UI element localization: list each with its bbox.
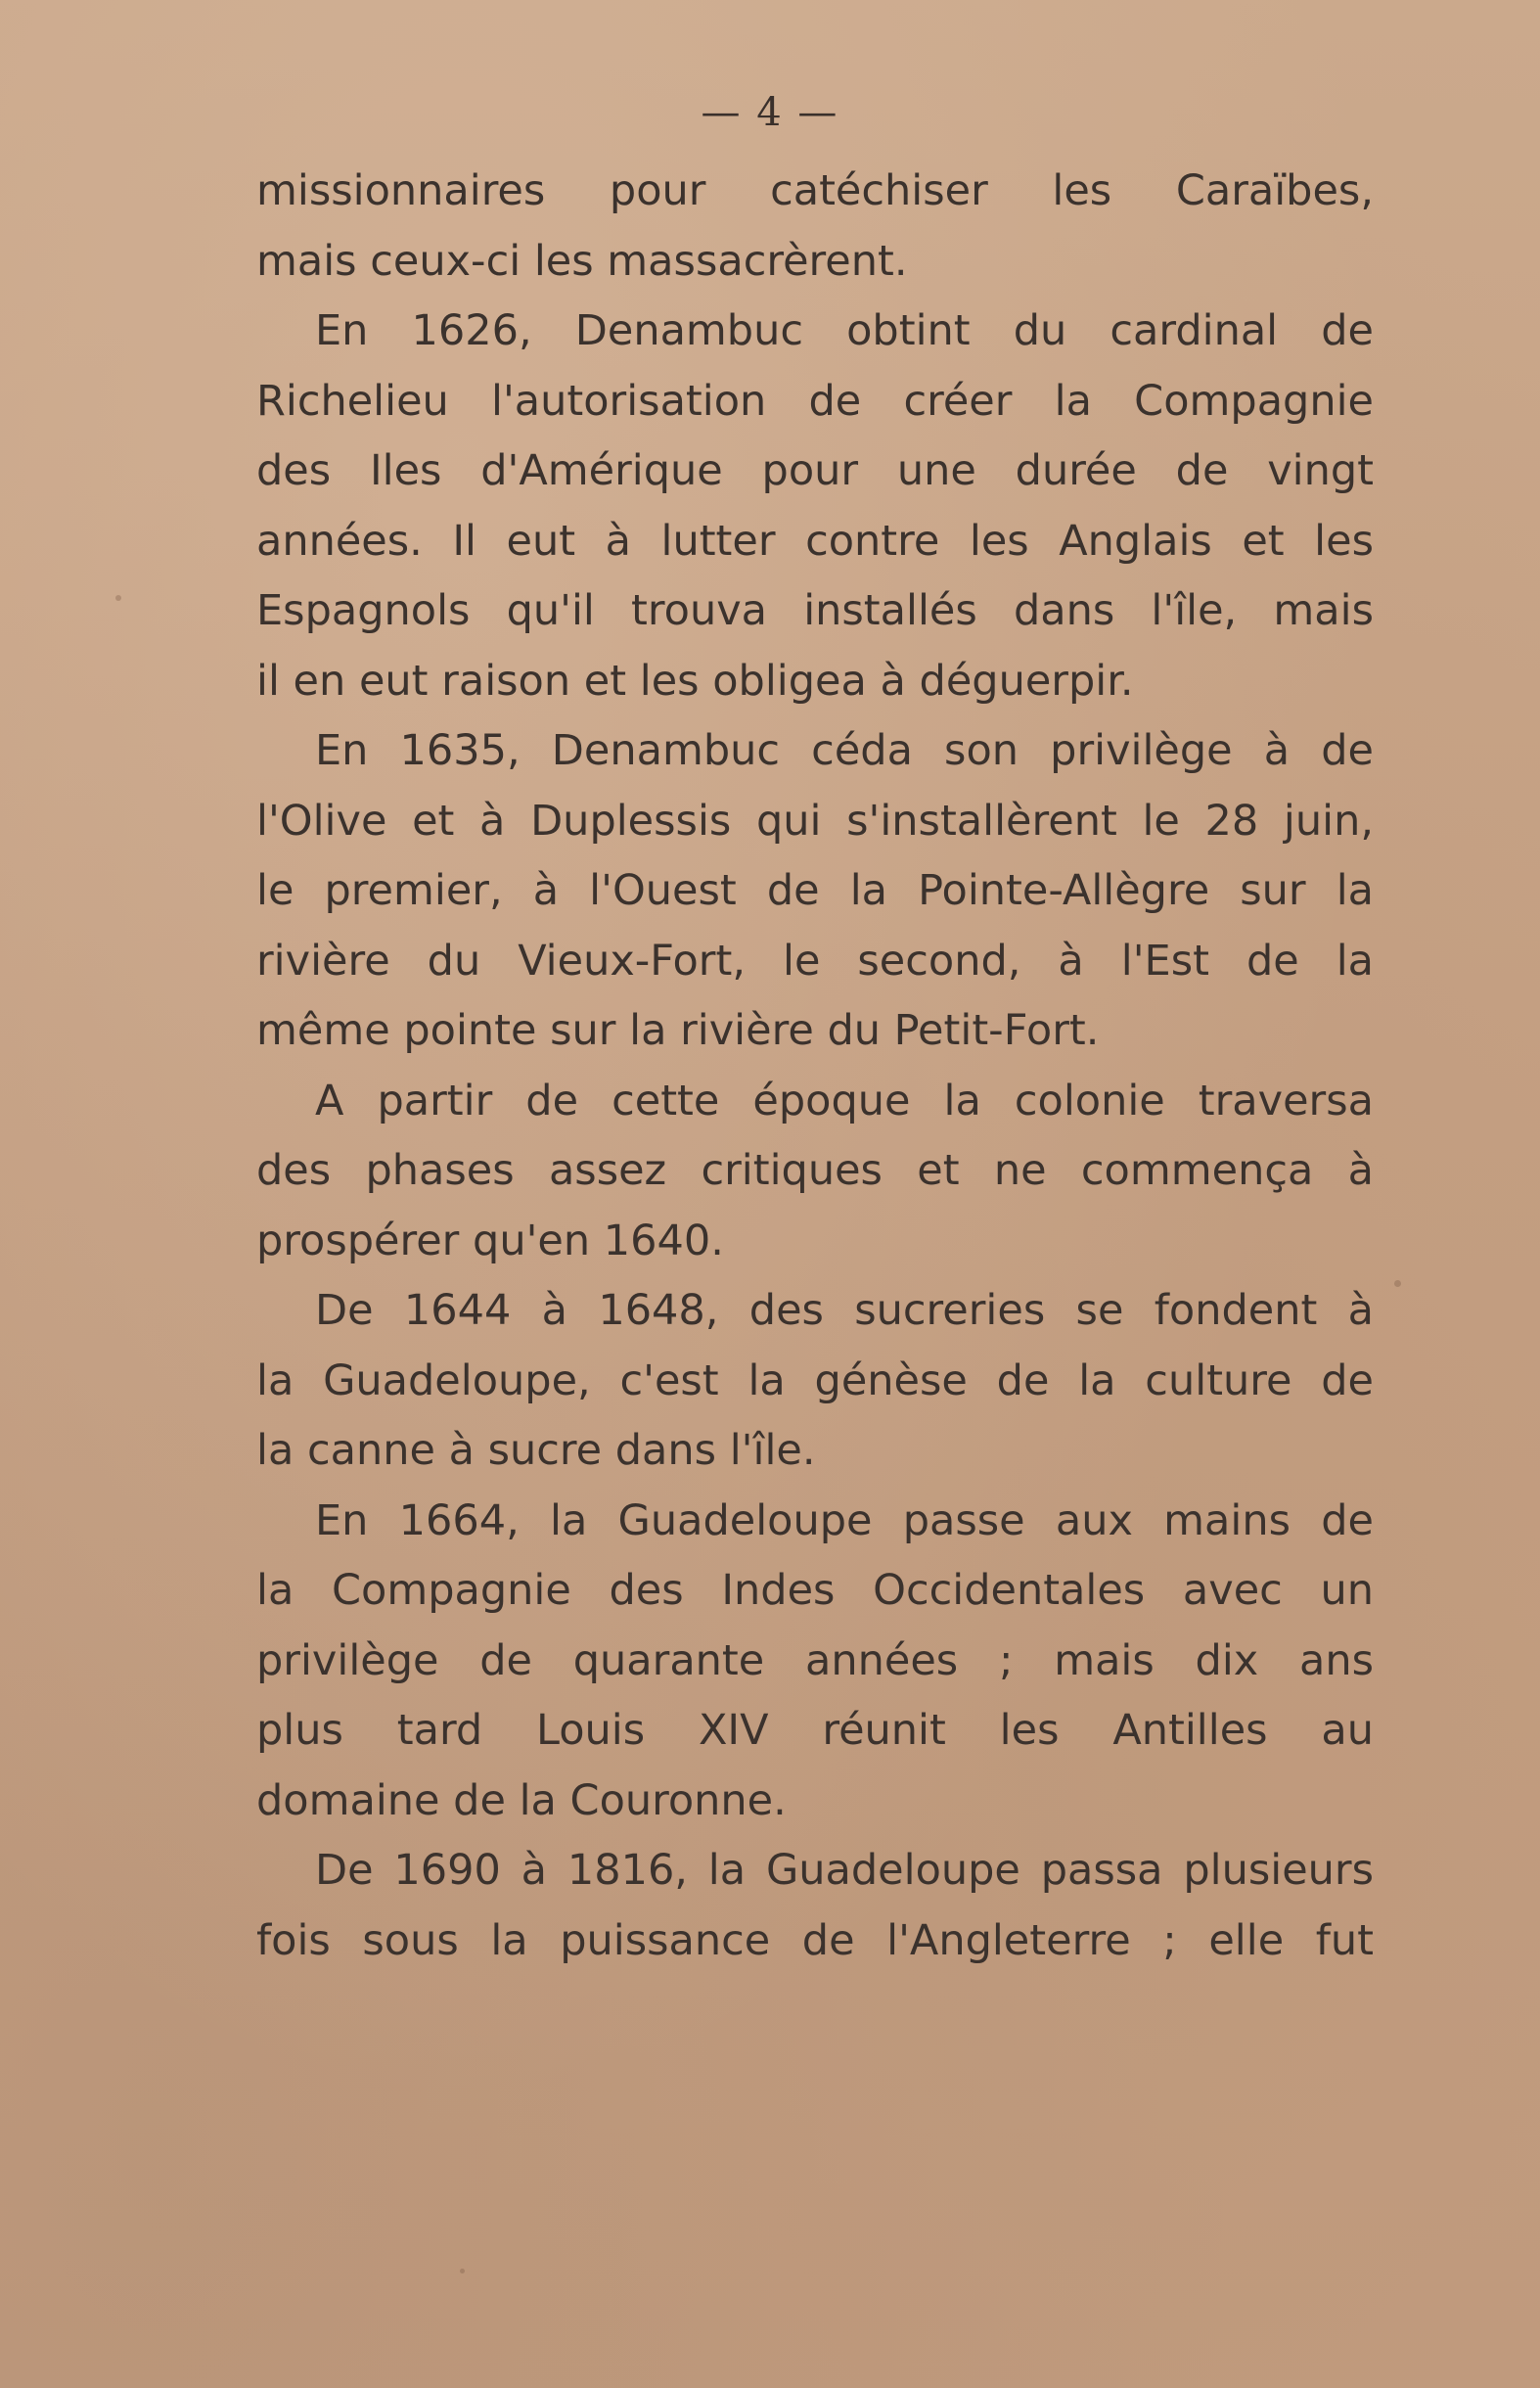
text-line: Espagnols qu'il trouva installés dans l'île, mais	[256, 586, 1374, 635]
text-line: le premier, à l'Ouest de la Pointe-Allègre sur la	[256, 866, 1374, 915]
text-line: années. Il eut à lutter contre les Anglais et les	[256, 516, 1374, 566]
text-line: privilège de quarante années ; mais dix ans	[256, 1635, 1374, 1685]
body-text	[256, 157, 1374, 1976]
text-line: des phases assez critiques et ne commença à	[256, 1146, 1374, 1195]
text-line: plus tard Louis XIV réunit les Antilles au	[256, 1706, 1374, 1755]
paper-speck	[1394, 1280, 1401, 1287]
text-line: des Iles d'Amérique pour une durée de vingt	[256, 446, 1374, 495]
text-line: la canne à sucre dans l'île.	[256, 1426, 816, 1475]
text-line: même pointe sur la rivière du Petit-Fort.	[256, 1006, 1100, 1055]
text-line: domaine de la Couronne.	[256, 1775, 787, 1825]
text-line: missionnaires pour catéchiser les Caraïbes,	[256, 166, 1374, 215]
text-line: En 1626, Denambuc obtint du cardinal de	[315, 306, 1374, 355]
text-line: mais ceux-ci les massacrèrent.	[256, 236, 908, 286]
text-line: la Guadeloupe, c'est la génèse de la culture de	[256, 1355, 1374, 1405]
text-line: De 1690 à 1816, la Guadeloupe passa plusieurs	[315, 1846, 1374, 1895]
text-line: rivière du Vieux-Fort, le second, à l'Est de la	[256, 936, 1374, 986]
text-line: En 1635, Denambuc céda son privilège à de	[315, 726, 1374, 775]
text-line: prospérer qu'en 1640.	[256, 1216, 724, 1265]
page-number: — 4 —	[701, 90, 839, 135]
paper-speck	[115, 595, 121, 601]
paper-speck	[460, 2269, 465, 2273]
text-line: il en eut raison et les obligea à déguerpir.	[256, 656, 1134, 706]
text-line: En 1664, la Guadeloupe passe aux mains de	[315, 1495, 1374, 1545]
text-line: De 1644 à 1648, des sucreries se fondent à	[315, 1286, 1374, 1335]
text-line: A partir de cette époque la colonie traversa	[315, 1076, 1374, 1125]
text-line: fois sous la puissance de l'Angleterre ; elle fut	[256, 1915, 1374, 1965]
text-line: l'Olive et à Duplessis qui s'installèrent le 28 juin,	[256, 796, 1374, 846]
text-line: la Compagnie des Indes Occidentales avec un	[256, 1566, 1374, 1615]
text-line: Richelieu l'autorisation de créer la Compagnie	[256, 376, 1374, 426]
